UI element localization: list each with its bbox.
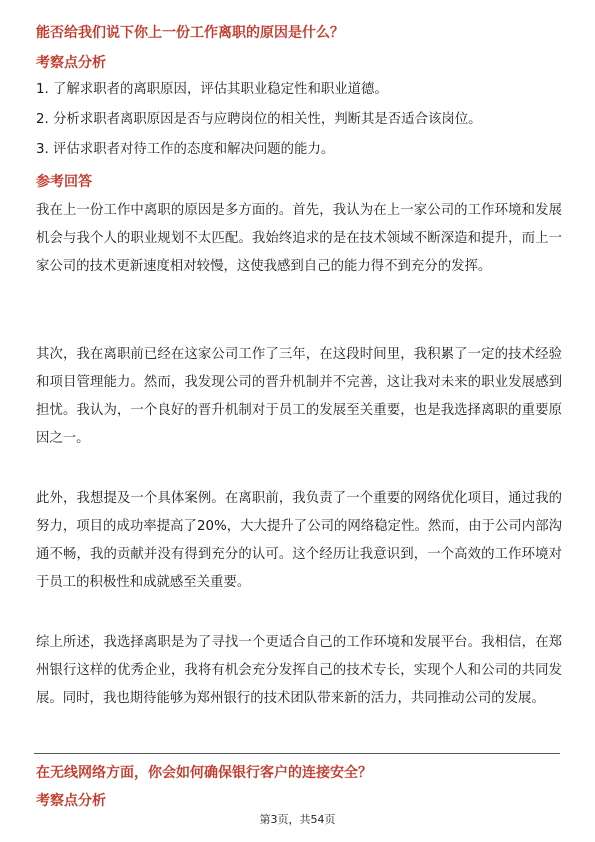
analysis-heading: 考察点分析 xyxy=(36,793,106,809)
analysis-item: 1. 了解求职者的离职原因，评估其职业稳定性和职业道德。 xyxy=(36,82,388,97)
analysis-item: 3. 评估求职者对待工作的态度和解决问题的能力。 xyxy=(36,142,335,157)
answer-heading: 参考回答 xyxy=(36,174,92,190)
answer-paragraph: 综上所述，我选择离职是为了寻找一个更适合自己的工作环境和发展平台。我相信，在郑州银行这样的优秀企业，我将有机会充分发挥自己的技术专长，实现个人和公司的共同发展。同时，我也期待能够为郑州银行的技术团队带来新的活力，共同推动公司的发展。 xyxy=(36,635,562,706)
page-number: 第3页，共54页 xyxy=(259,813,336,826)
question-title: 能否给我们说下你上一份工作离职的原因是什么？ xyxy=(36,25,344,41)
analysis-item: 2. 分析求职者离职原因是否与应聘岗位的相关性，判断其是否适合该岗位。 xyxy=(36,112,482,127)
section-divider xyxy=(34,753,560,754)
answer-paragraph: 此外，我想提及一个具体案例。在离职前，我负责了一个重要的网络优化项目，通过我的努力，项目的成功率提高了20%，大大提升了公司的网络稳定性。然而，由于公司内部沟通不畅，我的贡献并没有得到充分的认可。这个经历让我意识到，一个高效的工作环境对于员工的积极性和成就感至关重要。 xyxy=(36,491,562,590)
answer-paragraph: 其次，我在离职前已经在这家公司工作了三年，在这段时间里，我积累了一定的技术经验和项目管理能力。然而，我发现公司的晋升机制并不完善，这让我对未来的职业发展感到担忧。我认为，一个良好的晋升机制对于员工的发展至关重要，也是我选择离职的重要原因之一。 xyxy=(36,347,562,446)
answer-paragraph: 我在上一份工作中离职的原因是多方面的。首先，我认为在上一家公司的工作环境和发展机会与我个人的职业规划不太匹配。我始终追求的是在技术领域不断深造和提升，而上一家公司的技术更新速度相对较慢，这使我感到自己的能力得不到充分的发挥。 xyxy=(36,203,562,274)
analysis-heading: 考察点分析 xyxy=(36,55,106,71)
question-title: 在无线网络方面，你会如何确保银行客户的连接安全？ xyxy=(36,765,372,781)
